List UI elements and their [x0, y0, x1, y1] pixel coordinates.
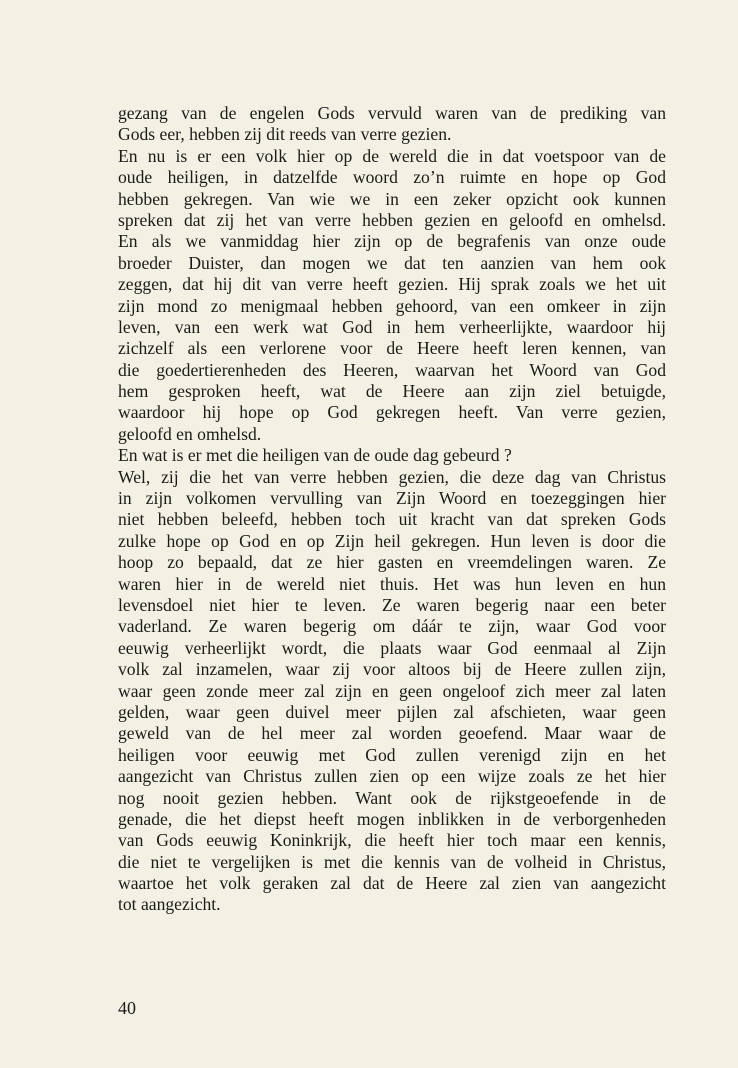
text-line: zichzelf als een verlorene voor de Heere heeft leren kennen, van: [118, 338, 666, 359]
text-line: leven, van een werk wat God in hem verheerlijkte, waardoor hij: [118, 316, 666, 337]
text-line: waren hier in de wereld niet thuis. Het was hun leven en hun: [118, 573, 666, 594]
text-line: genade, die het diepst heeft mogen inblikken in de verborgenheden: [118, 808, 666, 829]
body-text: [118, 103, 666, 916]
text-line: En als we vanmiddag hier zijn op de begrafenis van onze oude: [118, 231, 666, 252]
text-line: waardoor hij hope op God gekregen heeft. Van verre gezien,: [118, 402, 666, 423]
text-line: van Gods eeuwig Koninkrijk, die heeft hier toch maar een kennis,: [118, 830, 666, 851]
text-line: heiligen voor eeuwig met God zullen verenigd zijn en het: [118, 744, 666, 765]
text-line: En nu is er een volk hier op de wereld die in dat voetspoor van de: [118, 145, 666, 166]
text-line: in zijn volkomen vervulling van Zijn Woord en toezeggingen hier: [118, 488, 666, 509]
text-line: tot aangezicht.: [118, 894, 221, 915]
page-number: 40: [118, 998, 136, 1018]
text-line: En wat is er met die heiligen van de oude dag gebeurd ?: [118, 445, 512, 466]
text-line: gelden, waar geen duivel meer pijlen zal afschieten, waar geen: [118, 701, 666, 722]
text-line: hebben gekregen. Van wie we in een zeker opzicht ook kunnen: [118, 188, 666, 209]
text-line: eeuwig verheerlijkt wordt, die plaats waar God eenmaal al Zijn: [118, 637, 666, 658]
text-line: waar geen zonde meer zal zijn en geen ongeloof zich meer zal laten: [118, 680, 666, 701]
text-line: nog nooit gezien hebben. Want ook de rijkstgeoefende in de: [118, 787, 666, 808]
text-line: spreken dat zij het van verre hebben gezien en geloofd en omhelsd.: [118, 209, 666, 230]
text-line: die niet te vergelijken is met die kennis van de volheid in Christus,: [118, 851, 666, 872]
text-line: levensdoel niet hier te leven. Ze waren begerig naar een beter: [118, 594, 666, 615]
text-line: gezang van de engelen Gods vervuld waren van de prediking van: [118, 103, 666, 123]
text-line: volk zal inzamelen, waar zij voor altoos bij de Heere zullen zijn,: [118, 659, 666, 680]
text-line: die goedertierenheden des Heeren, waarvan het Woord van God: [118, 359, 666, 380]
text-line: zeggen, dat hij dit van verre heeft gezien. Hij sprak zoals we het uit: [118, 274, 666, 295]
text-line: hoop zo bepaald, dat ze hier gasten en vreemdelingen waren. Ze: [118, 552, 666, 573]
text-line: vaderland. Ze waren begerig om dáár te zijn, waar God voor: [118, 616, 666, 637]
text-line: waartoe het volk geraken zal dat de Heere zal zien van aangezicht: [118, 873, 666, 894]
text-line: Wel, zij die het van verre hebben gezien, die deze dag van Christus: [118, 466, 666, 487]
text-line: geweld van de hel meer zal worden geoefend. Maar waar de: [118, 723, 666, 744]
text-line: zijn mond zo menigmaal hebben gehoord, van een omkeer in zijn: [118, 295, 666, 316]
text-line: niet hebben beleefd, hebben toch uit kracht van dat spreken Gods: [118, 509, 666, 530]
text-line: hem gesproken heeft, wat de Heere aan zijn ziel betuigde,: [118, 381, 666, 402]
text-line: geloofd en omhelsd.: [118, 423, 262, 444]
text-line: Gods eer, hebben zij dit reeds van verre gezien.: [118, 124, 452, 145]
text-line: broeder Duister, dan mogen we dat ten aanzien van hem ook: [118, 252, 666, 273]
text-line: zulke hope op God en op Zijn heil gekregen. Hun leven is door die: [118, 530, 666, 551]
text-line: oude heiligen, in datzelfde woord zo’n ruimte en hope op God: [118, 167, 666, 188]
text-line: aangezicht van Christus zullen zien op een wijze zoals ze het hier: [118, 766, 666, 787]
